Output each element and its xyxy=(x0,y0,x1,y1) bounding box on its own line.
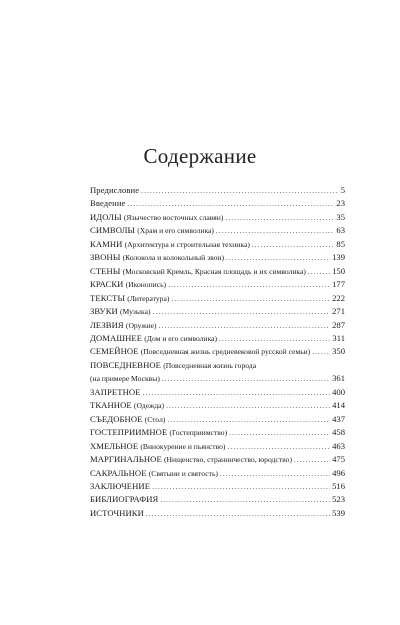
toc-entry xyxy=(90,345,345,358)
page-title: Содержание xyxy=(143,144,257,168)
toc-page-number: 287 xyxy=(332,319,345,330)
toc-leader-dots xyxy=(216,224,334,237)
toc-entry xyxy=(90,251,345,264)
toc-page-number: 35 xyxy=(336,211,345,222)
toc-entry-subtitle: (Колокола и колокольный звон) xyxy=(122,253,225,263)
toc-entry-continuation-line xyxy=(90,372,345,385)
toc-entry xyxy=(90,386,345,399)
toc-leader-dots xyxy=(162,372,330,385)
toc-page-number: 361 xyxy=(332,373,345,384)
toc-entry-subtitle: (Стол) xyxy=(144,414,166,424)
toc-leader-dots xyxy=(229,426,330,439)
toc-entry-heading: КАМНИ xyxy=(90,238,123,249)
toc-leader-dots xyxy=(171,292,330,305)
toc-entry-subtitle: (Иконопись) xyxy=(125,280,167,290)
toc-page-number: 85 xyxy=(336,238,345,249)
toc-entry xyxy=(90,211,345,224)
toc-page-number: 458 xyxy=(332,427,345,438)
toc-leader-dots xyxy=(225,211,334,224)
toc-leader-dots xyxy=(294,453,330,466)
toc-page-number: 311 xyxy=(332,332,345,343)
toc-page-number: 463 xyxy=(332,440,345,451)
toc-entry-heading: ГОСТЕПРИИМНОЕ xyxy=(90,427,168,438)
toc-entry xyxy=(90,440,345,453)
toc-page-number: 23 xyxy=(336,198,345,209)
toc-entry-subtitle: (Одежда) xyxy=(133,401,165,411)
toc-entry-subtitle: (Московский Кремль, Красная площадь и их символика) xyxy=(122,266,306,276)
toc-entry xyxy=(90,507,345,520)
toc-leader-dots xyxy=(143,386,331,399)
toc-page-number: 400 xyxy=(332,386,345,397)
toc-page-number: 539 xyxy=(332,507,345,518)
toc-page-number: 523 xyxy=(332,494,345,505)
toc-page-number: 63 xyxy=(336,225,345,236)
toc-entry xyxy=(90,238,345,251)
toc-entry xyxy=(90,184,345,197)
toc-entry-heading: СИМВОЛЫ xyxy=(90,225,136,236)
toc-entry-subtitle: (Архитектура и строительная техника) xyxy=(124,239,250,249)
toc-entry-heading: ИСТОЧНИКИ xyxy=(90,507,144,518)
toc-leader-dots xyxy=(153,305,331,318)
toc-entry-subtitle: (Храм и его символика) xyxy=(137,226,214,236)
toc-entry xyxy=(90,224,345,237)
toc-entry-subtitle: (Оружие) xyxy=(125,320,157,330)
toc-entry xyxy=(90,278,345,291)
toc-entry-heading: ИДОЛЫ xyxy=(90,211,122,222)
toc-entry-subtitle: (Гостеприимство) xyxy=(169,428,228,438)
toc-leader-dots xyxy=(127,197,334,210)
toc-entry-heading: ТЕКСТЫ xyxy=(90,292,126,303)
toc-page-number: 150 xyxy=(332,265,345,276)
toc-page-number: 177 xyxy=(332,279,345,290)
toc-page-number: 475 xyxy=(332,454,345,465)
toc-leader-dots xyxy=(168,278,330,291)
toc-entry xyxy=(90,359,345,372)
toc-entry-heading: ЗВОНЫ xyxy=(90,252,121,263)
toc-leader-dots xyxy=(141,184,339,197)
toc-entry-heading: ЗАКЛЮЧЕНИЕ xyxy=(90,480,151,491)
toc-entry xyxy=(90,319,345,332)
toc-entry-heading: СЪЕДОБНОЕ xyxy=(90,413,143,424)
toc-leader-dots xyxy=(167,413,330,426)
toc-entry xyxy=(90,467,345,480)
toc-entry-heading: САКРАЛЬНОЕ xyxy=(90,467,147,478)
toc-leader-dots xyxy=(220,467,330,480)
table-of-contents xyxy=(90,184,345,520)
toc-entry xyxy=(90,399,345,412)
toc-entry-heading: Предисловие xyxy=(90,185,140,195)
toc-entry-heading: ПОВСЕДНЕВНОЕ xyxy=(90,359,162,370)
toc-entry-heading: ХМЕЛЬНОЕ xyxy=(90,440,139,451)
toc-entry-heading: Введение xyxy=(90,198,126,209)
toc-entry-subtitle: (Винокурение и пьянство) xyxy=(140,441,226,451)
toc-page-number: 516 xyxy=(332,480,345,491)
toc-entry-subtitle: (Святыни и святость) xyxy=(148,468,218,478)
toc-page-number: 496 xyxy=(332,467,345,478)
toc-entry-heading: ЗВУКИ xyxy=(90,306,118,317)
toc-leader-dots xyxy=(152,480,330,493)
toc-entry-subtitle: (Повседневная жизнь города xyxy=(163,360,257,370)
toc-leader-dots xyxy=(160,493,330,506)
toc-entry-subtitle: (Нищенство, странничество, юродство) xyxy=(164,455,292,465)
toc-entry-heading: ДОМАШНЕЕ xyxy=(90,332,143,343)
toc-leader-dots xyxy=(166,399,330,412)
toc-page-number: 414 xyxy=(332,400,345,411)
toc-entry xyxy=(90,426,345,439)
toc-entry-heading: ЗАПРЕТНОЕ xyxy=(90,386,141,397)
toc-leader-dots xyxy=(146,507,330,520)
toc-page-number: 222 xyxy=(332,292,345,303)
toc-entry-subtitle: (Литература) xyxy=(127,293,170,303)
toc-entry xyxy=(90,292,345,305)
toc-entry-heading: ЛЕЗВИЯ xyxy=(90,319,124,330)
toc-entry xyxy=(90,453,345,466)
toc-entry-heading: МАРГИНАЛЬНОЕ xyxy=(90,454,162,465)
toc-leader-dots xyxy=(312,345,330,358)
toc-entry-heading: СТЕНЫ xyxy=(90,265,121,276)
toc-page-number: 350 xyxy=(332,346,345,357)
toc-entry xyxy=(90,197,345,210)
toc-page-number: 271 xyxy=(332,306,345,317)
toc-entry-subtitle: (Повседневная жизнь средневековой русской семьи) xyxy=(140,347,311,357)
toc-leader-dots xyxy=(226,251,330,264)
toc-page-number: 437 xyxy=(332,413,345,424)
toc-entry xyxy=(90,480,345,493)
toc-leader-dots xyxy=(159,319,331,332)
toc-entry xyxy=(90,493,345,506)
toc-leader-dots xyxy=(219,332,330,345)
toc-entry-subtitle: (Дом и его символика) xyxy=(144,333,218,343)
toc-entry xyxy=(90,332,345,345)
toc-leader-dots xyxy=(308,265,330,278)
toc-leader-dots xyxy=(252,238,335,251)
toc-leader-dots xyxy=(227,440,330,453)
toc-entry xyxy=(90,265,345,278)
toc-entry-heading: КРАСКИ xyxy=(90,279,124,290)
toc-page-number: 5 xyxy=(340,185,345,195)
toc-entry-subtitle: (Язычество восточных славян) xyxy=(123,212,224,222)
toc-page-number: 139 xyxy=(332,252,345,263)
toc-entry-subtitle: (Музыка) xyxy=(120,307,151,317)
toc-entry xyxy=(90,305,345,318)
toc-entry-heading: ТКАННОЕ xyxy=(90,400,132,411)
toc-entry-heading: БИБЛИОГРАФИЯ xyxy=(90,494,159,505)
toc-entry-heading: СЕМЕЙНОЕ xyxy=(90,346,139,357)
toc-entry-subtitle-continuation: (на примере Москвы) xyxy=(90,374,160,384)
toc-entry xyxy=(90,413,345,426)
